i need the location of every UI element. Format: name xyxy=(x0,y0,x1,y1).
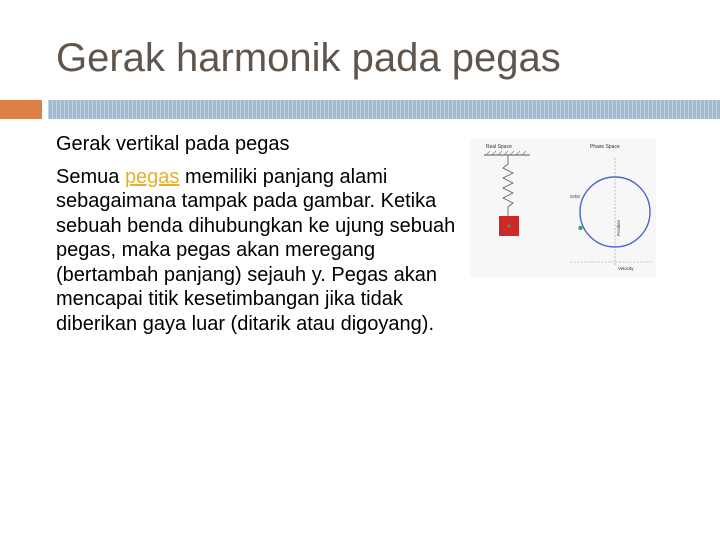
figure-background xyxy=(470,138,656,278)
pegas-link[interactable]: pegas xyxy=(124,165,180,188)
paragraph-intro: Semua xyxy=(56,165,125,188)
spring-simulation-figure xyxy=(470,138,656,278)
position-label: Position xyxy=(616,219,621,236)
slide-subtitle: Gerak vertikal pada pegas xyxy=(56,133,290,155)
velocity-label: Velocity xyxy=(618,266,634,271)
phase-point xyxy=(578,226,582,230)
paragraph-rest: memiliki panjang alami sebagaimana tampak pada gambar. Ketika sebuah benda dihubungkan ke ujung sebuah pegas, maka pegas akan meregang (bertambah panjang) sejauh y. Pegas akan mencapai titik kesetimbangan jika tidak diberikan gaya luar (ditarik atau digoyang). xyxy=(56,165,456,335)
slide-paragraph xyxy=(56,165,466,337)
spring-simulation-svg xyxy=(470,138,656,278)
accent-bar-orange xyxy=(0,100,42,119)
real-space-label: Real Space xyxy=(486,144,512,150)
slide-body xyxy=(56,132,466,336)
accent-bar-blue xyxy=(48,100,720,119)
mass-center-dot xyxy=(508,225,511,228)
slide-title: Gerak harmonik pada pegas xyxy=(56,36,561,80)
orbit-label: Orbit xyxy=(570,194,580,199)
phase-space-label: Phase Space xyxy=(590,144,620,150)
